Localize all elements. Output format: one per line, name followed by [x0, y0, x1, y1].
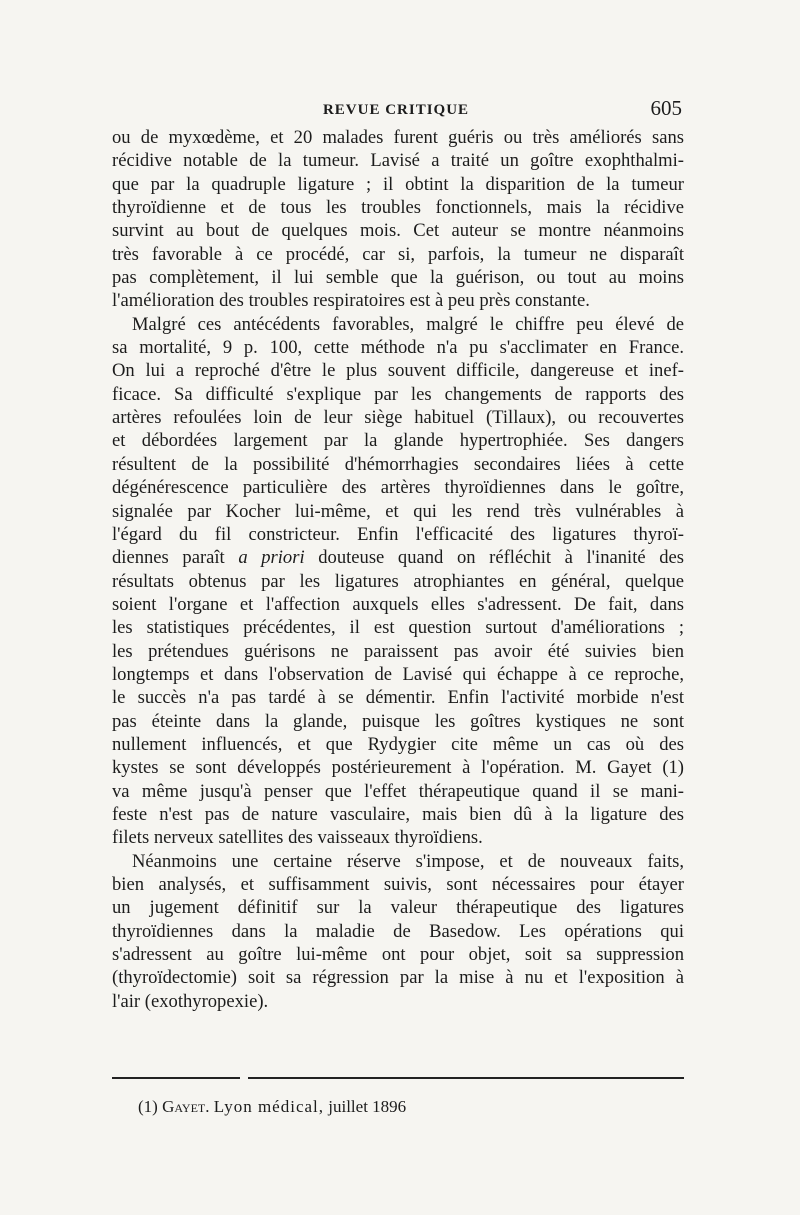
text-line: soient l'organe et l'affection auxquels elles s'adressent. De fait, dans	[112, 593, 684, 615]
text-line: longtemps et dans l'observation de Lavisé qui échappe à ce reproche,	[112, 663, 684, 685]
text-line: ou de myxœdème, et 20 malades furent guéris ou très améliorés sans	[112, 127, 684, 148]
text-line: va même jusqu'à penser que l'effet thérapeutique quand il se mani-	[112, 780, 684, 802]
text-line: récidive notable de la tumeur. Lavisé a traité un goître exophthalmi-	[112, 150, 684, 172]
body-text	[112, 126, 684, 1013]
text-line: le succès n'a pas tardé à se démentir. Enfin l'activité morbide n'est	[112, 687, 684, 709]
text-line: nullement influencés, et que Rydygier cite même un cas où des	[112, 733, 684, 755]
text-line: pas complètement, il lui semble que la guérison, ou tout au moins	[112, 267, 684, 289]
text-line: et débordées largement par la glande hypertrophiée. Ses dangers	[112, 430, 684, 452]
text-line: diennes paraît a priori douteuse quand on réfléchit à l'inanité des	[112, 547, 685, 569]
footnote-author: Gayet.	[162, 1097, 210, 1116]
italic-phrase: a priori	[238, 547, 305, 569]
text-line: les statistiques précédentes, il est question surtout d'améliorations ;	[112, 617, 684, 639]
text-line: pas éteinte dans la glande, puisque les goîtres kystiques ne sont	[112, 710, 684, 732]
text-line: thyroïdienne et de tous les troubles fonctionnels, mais la récidive	[112, 197, 684, 219]
footnote-date: juillet 1896	[328, 1097, 407, 1116]
text-line: filets nerveux satellites des vaisseaux thyroïdiens.	[112, 827, 483, 849]
text-line: les prétendues guérisons ne paraissent pas avoir été suivies bien	[112, 640, 684, 662]
running-title: REVUE CRITIQUE	[322, 102, 470, 118]
text-line: résultats obtenus par les ligatures atrophiantes en général, quelque	[112, 570, 684, 592]
text-line: On lui a reproché d'être le plus souvent difficile, dangereuse et inef-	[112, 360, 684, 382]
text-line: (thyroïdectomie) soit sa régression par la mise à nu et l'exposition à	[112, 967, 684, 989]
text-line: signalée par Kocher lui-même, et qui les rend très vulnérables à	[112, 500, 684, 522]
text-line: feste n'est pas de nature vasculaire, mais bien dû à la ligature des	[112, 803, 684, 825]
running-head	[110, 96, 682, 126]
footnote-rule-gap	[240, 1074, 248, 1082]
text-line: résultent de la possibilité d'hémorrhagies secondaires liées à cette	[112, 453, 684, 475]
text-line: kystes se sont développés postérieurement à l'opération. M. Gayet (1)	[112, 757, 684, 779]
text-line: dégénérescence particulière des artères thyroïdiennes dans le goître,	[112, 477, 684, 499]
footnote	[138, 1096, 658, 1118]
text-line: survint au bout de quelques mois. Cet auteur se montre néanmoins	[112, 220, 684, 242]
text-line: l'air (exothyropexie).	[112, 990, 269, 1012]
text-line: ficace. Sa difficulté s'explique par les changements de rapports des	[112, 383, 684, 405]
footnote-rule	[112, 1077, 684, 1079]
text-line: Néanmoins une certaine réserve s'impose, et de nouveaux faits,	[132, 850, 684, 872]
text-line: sa mortalité, 9 p. 100, cette méthode n'a pu s'acclimater en France.	[112, 337, 684, 359]
text-line: que par la quadruple ligature ; il obtint la disparition de la tumeur	[112, 173, 684, 195]
text-line: l'amélioration des troubles respiratoires est à peu près constante.	[112, 290, 590, 312]
page-number: 605	[650, 96, 682, 120]
text-line: thyroïdiennes dans la maladie de Basedow. Les opérations qui	[112, 920, 684, 942]
footnote-marker: (1)	[138, 1097, 158, 1116]
text-line: l'égard du fil constricteur. Enfin l'efficacité des ligatures thyroï-	[112, 523, 684, 545]
text-line: bien analysés, et suffisamment suivis, sont nécessaires pour étayer	[112, 874, 684, 895]
footnote-journal: Lyon médical,	[213, 1097, 325, 1116]
text-line: s'adressent au goître lui-même ont pour objet, soit sa suppression	[112, 944, 684, 966]
text-line: artères refoulées loin de leur siège habituel (Tillaux), ou recouvertes	[112, 407, 684, 429]
text-line: un jugement définitif sur la valeur thérapeutique des ligatures	[112, 897, 684, 919]
text-line: Malgré ces antécédents favorables, malgré le chiffre peu élevé de	[132, 313, 684, 335]
text-line: très favorable à ce procédé, car si, parfois, la tumeur ne disparaît	[112, 243, 684, 265]
